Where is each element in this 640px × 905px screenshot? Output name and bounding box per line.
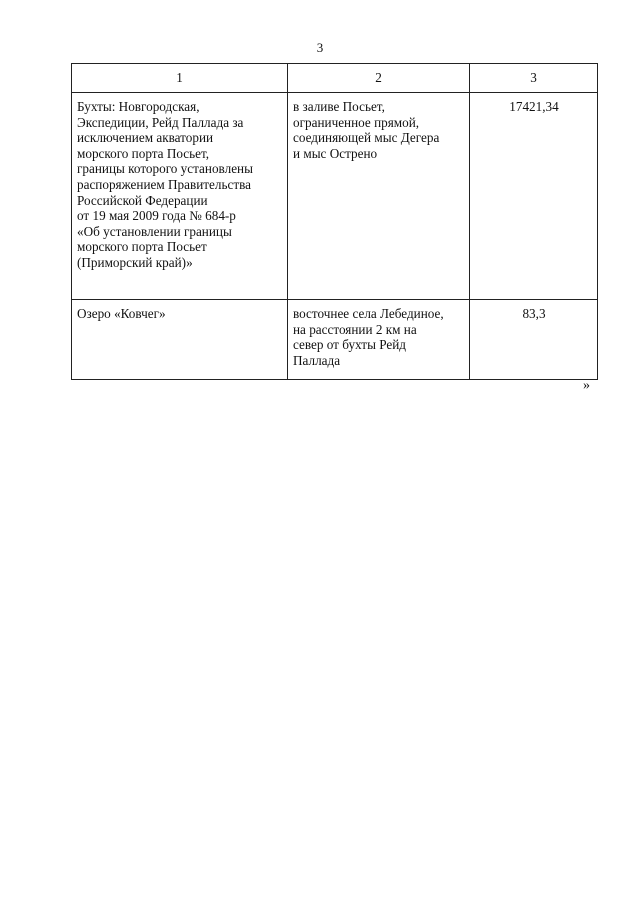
header-cell-1: 1: [72, 64, 288, 93]
water-body-location: [288, 93, 470, 300]
water-body-area: 83,3: [470, 300, 598, 380]
water-bodies-table: [71, 63, 598, 380]
water-body-name: [72, 300, 288, 380]
water-body-name-text: Бухты: Новгородская, Экспедиции, Рейд Паллада за исключением акватории морского порта Посьет, границы которого установлены распоряжением Правительства Российской Федерации от 19 мая 2009 года № 684-р «Об установлении границы морского порта Посьет (Приморский край)»: [77, 99, 253, 270]
water-body-name: [72, 93, 288, 300]
water-body-area: 17421,34: [470, 93, 598, 300]
page-number: 3: [316, 40, 324, 55]
table-header-row: [72, 64, 598, 93]
table-row: [72, 93, 598, 300]
header-cell-2: 2: [288, 64, 470, 93]
water-body-location-text: восточнее села Лебединое, на расстоянии 2 км на север от бухты Рейд Паллада: [293, 306, 444, 368]
water-body-name-text: Озеро «Ковчег»: [77, 306, 166, 321]
closing-quote: »: [583, 378, 590, 393]
table-row: [72, 300, 598, 380]
water-body-location: [288, 300, 470, 380]
header-cell-3: 3: [470, 64, 598, 93]
water-body-location-text: в заливе Посьет, ограниченное прямой, соединяющей мыс Дегера и мыс Острено: [293, 99, 440, 161]
